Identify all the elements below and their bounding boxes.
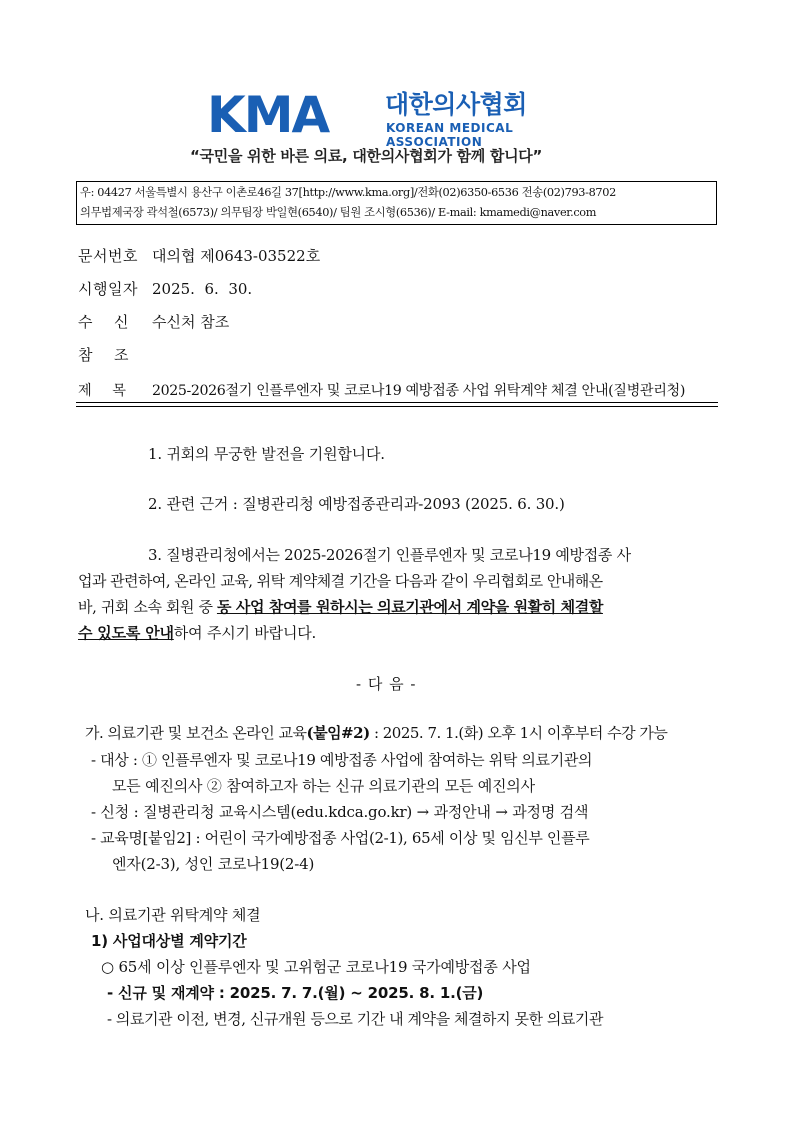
doc-number-label: 문서번호 <box>78 247 138 265</box>
org-name-korean: 대한의사협회 <box>385 90 527 119</box>
paragraph-3-emphasis: 동 사업 참여를 원하시는 의료기관에서 계약을 원활히 체결할 <box>216 598 603 616</box>
contact-line-address: 우: 04427 서울특별시 용산구 이촌로46길 37[http://www.kma.org]/전화(02)6350-6536 전송(02)793-8702 <box>80 186 616 199</box>
new-contract-period: - 신규 및 재계약 : 2025. 7. 7.(월) ~ 2025. 8. 1.(금) <box>107 984 484 1002</box>
paragraph-3-line-4-text: 하여 주시기 바랍니다. <box>173 624 317 642</box>
date-row <box>78 278 252 299</box>
paragraph-3-line-4 <box>78 622 316 643</box>
slogan: “국민을 위한 바른 의료, 대한의사협회가 함께 합니다” <box>190 147 543 165</box>
subject-label: 제 목 <box>78 383 127 399</box>
paragraph-3-line-3 <box>78 596 603 617</box>
paragraph-3-line-1: 3. 질병관리청에서는 2025-2026절기 인플루엔자 및 코로나19 예방접종 사 <box>148 546 631 564</box>
course-line-1: - 교육명[붙임2] : 어린이 국가예방접종 사업(2-1), 65세 이상 및 임신부 인플루 <box>91 829 590 847</box>
section-ga-title: 가. 의료기관 및 보건소 온라인 교육 <box>85 724 307 742</box>
reference-label: 참 조 <box>78 346 130 364</box>
date-value: 2025. 6. 30. <box>152 280 253 298</box>
recipient-row <box>78 311 229 332</box>
subject-divider <box>76 402 718 407</box>
doc-number: 대의협 제0643-03522호 <box>152 247 321 265</box>
recipient-label: 수 신 <box>78 313 130 331</box>
date-label: 시행일자 <box>78 280 138 298</box>
contact-box <box>76 181 717 225</box>
paragraph-3-emphasis-end: 수 있도록 안내 <box>78 624 174 642</box>
late-contract-line: - 의료기관 이전, 변경, 신규개원 등으로 기간 내 계약을 체결하지 못한 의료기관 <box>107 1010 603 1028</box>
doc-number-row <box>78 245 320 266</box>
paragraph-2: 2. 관련 근거 : 질병관리청 예방접종관리과-2093 (2025. 6. 30.) <box>148 495 565 513</box>
paragraph-3-line-2: 업과 관련하여, 온라인 교육, 위탁 계약체결 기간을 다음과 같이 우리협회로 안내해온 <box>78 572 603 590</box>
target-line-2: 모든 예진의사 ② 참여하고자 하는 신규 의료기관의 모든 예진의사 <box>112 777 535 795</box>
paragraph-1: 1. 귀회의 무궁한 발전을 기원합니다. <box>148 445 385 463</box>
apply-line: - 신청 : 질병관리청 교육시스템(edu.kdca.go.kr) → 과정안내 → 과정명 검색 <box>91 803 589 821</box>
paragraph-3-line-3-text: 바, 귀회 소속 회원 중 <box>78 598 217 616</box>
section-ga-heading <box>85 722 667 743</box>
attachment-ref: (붙임#2) <box>306 724 370 742</box>
recipient-value: 수신처 참조 <box>152 313 230 331</box>
contract-period-heading: 1) 사업대상별 계약기간 <box>91 932 247 950</box>
org-name-english: KOREAN MEDICAL ASSOCIATION <box>386 121 514 149</box>
kma-logo <box>207 86 597 149</box>
logo-letters: KMA <box>207 86 329 144</box>
course-line-2: 엔자(2-3), 성인 코로나19(2-4) <box>112 855 315 873</box>
contact-line-staff: 의무법제국장 곽석철(6573)/ 의무팀장 박일현(6540)/ 팀원 조시형(6536)/ E-mail: kmamedi@naver.com <box>80 206 597 219</box>
subject-row <box>78 380 685 400</box>
subject-value: 2025-2026절기 인플루엔자 및 코로나19 예방접종 사업 위탁계약 체결 안내(질병관리청) <box>152 383 685 399</box>
reference-row <box>78 344 152 365</box>
target-line-1: - 대상 : ① 인플루엔자 및 코로나19 예방접종 사업에 참여하는 위탁 의료기관의 <box>91 751 593 769</box>
da-eum-heading: - 다 음 - <box>356 675 417 693</box>
section-ga-period: : 2025. 7. 1.(화) 오후 1시 이후부터 수강 가능 <box>369 724 668 742</box>
section-na-heading: 나. 의료기관 위탁계약 체결 <box>85 906 261 924</box>
target-program-line: ○ 65세 이상 인플루엔자 및 고위험군 코로나19 국가예방접종 사업 <box>101 958 531 976</box>
